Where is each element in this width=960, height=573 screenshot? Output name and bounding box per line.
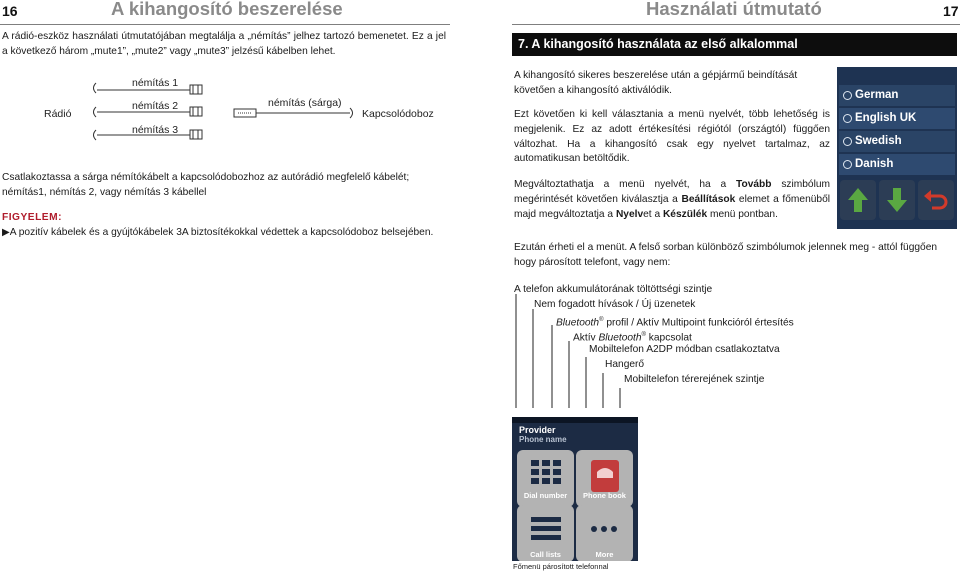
warning-text: A pozitív kábelek és a gyújtókábelek 3A biztosítékokkal védettek a kapcsolódoboz belsejében. [9, 227, 434, 238]
legend-a2dp: Mobiltelefon A2DP módban csatlakoztatva [589, 344, 780, 355]
legend-battery: A telefon akkumulátorának töltöttségi szintje [514, 284, 713, 295]
wiring-diagram [0, 68, 450, 150]
header-title-left: A kihangosító beszerelése [111, 0, 343, 19]
junction-box-connector [350, 108, 353, 118]
radio-side-connectors [94, 83, 97, 140]
up-arrow-icon [840, 180, 876, 220]
radio-label: Rádió [44, 108, 72, 120]
language-option[interactable]: Swedish [839, 131, 955, 152]
scroll-down-button[interactable] [879, 180, 915, 220]
intro-paragraph: A rádió-eszköz használati útmutatójában megtalálja a „némítás” jelhez tartozó bemenetet. Ez a jel a következő három „mute1”, „mute2” vagy „mute3” jelzésű kábelben lehet. [2, 31, 446, 57]
paragraph-language: Ezt követően ki kell választania a menü nyelvét, több lehetőség is megjelenik. Ez az adott értékesítési régiótól (országtól) függően változhat. Ha a kihangosító csak egy nyelvet tartalmaz, az automatikusan betöltődik. [514, 109, 830, 165]
language-option[interactable]: English UK [839, 108, 955, 129]
main-menu-screenshot [512, 417, 638, 561]
legend-signal: Mobiltelefon térerejének szintje [624, 374, 765, 385]
mute3-plug [190, 130, 202, 139]
legend-missed-calls: Nem fogadott hívások / Új üzenetek [534, 299, 696, 310]
yellow-mute-plug [234, 109, 256, 117]
more-label: More [595, 550, 614, 559]
radio-icon [843, 91, 852, 100]
yellow-mute-label: némítás (sárga) [268, 97, 342, 109]
mute2-plug [190, 107, 202, 116]
radio-icon [843, 114, 852, 123]
dial-number-label: Dial number [523, 491, 568, 500]
radio-icon [843, 137, 852, 146]
down-arrow-icon [879, 180, 915, 220]
warning-paragraph [2, 226, 446, 241]
back-button[interactable] [918, 180, 954, 220]
mute2-label: némítás 2 [132, 100, 179, 112]
back-arrow-icon [918, 180, 954, 220]
section-title: 7. A kihangosító használata az első alkalommal [512, 33, 957, 56]
page-number-left: 16 [2, 3, 18, 19]
page-number-right: 17 [943, 3, 959, 19]
instruction-paragraph: Csatlakoztassa a sárga némítókábelt a kapcsolódobozhoz az autórádió megfelelő kábelét; némítás1, némítás 2, vagy némítás 3 kábellel [2, 172, 410, 198]
header-title-right: Használati útmutató [646, 0, 822, 19]
warning-heading: FIGYELEM: [2, 212, 62, 223]
junction-box-label: Kapcsolódoboz [362, 108, 434, 120]
mute1-label: némítás 1 [132, 77, 179, 89]
language-option[interactable]: Danish [839, 154, 955, 175]
paragraph-activation: A kihangosító sikeres beszerelése után a gépjármű beindítását követően a kihangosító aktiválódik. [514, 70, 798, 96]
legend-bt-profile: Bluetooth® profil / Aktív Multipoint funkcióról értesítés [556, 317, 794, 329]
call-lists-label: Call lists [530, 550, 561, 559]
status-bar [512, 417, 638, 423]
mute3-label: némítás 3 [132, 124, 179, 136]
mute1-plug [190, 85, 202, 94]
phone-book-label: Phone book [583, 491, 626, 500]
language-option[interactable]: German [839, 85, 955, 106]
header-rule-right [512, 24, 960, 25]
legend-volume: Hangerő [605, 359, 645, 370]
legend-bt-connection: Aktív Bluetooth® kapcsolat [573, 332, 692, 344]
phone-name-label: Phone name [519, 435, 567, 444]
radio-icon [843, 160, 852, 169]
scroll-up-button[interactable] [840, 180, 876, 220]
warning-triangle-icon: ▶ [2, 227, 10, 238]
paragraph-menu-symbols: Ezután érheti el a menüt. A felső sorban különböző szimbólumok jelennek meg - attól függően hogy párosított telefont, vagy nem: [514, 242, 938, 268]
paragraph-change-language: Megváltoztathatja a menü nyelvét, ha a Tovább szimbólum megérintését követően kiválasztja a Beállítások elemet a főmenüből majd megváltoztatja a Nyelvet a Készülék menü pontban. [514, 179, 831, 220]
header-rule-left [0, 24, 450, 25]
provider-label: Provider [519, 425, 556, 435]
figure-caption: Főmenü párosított telefonnal [513, 562, 609, 571]
